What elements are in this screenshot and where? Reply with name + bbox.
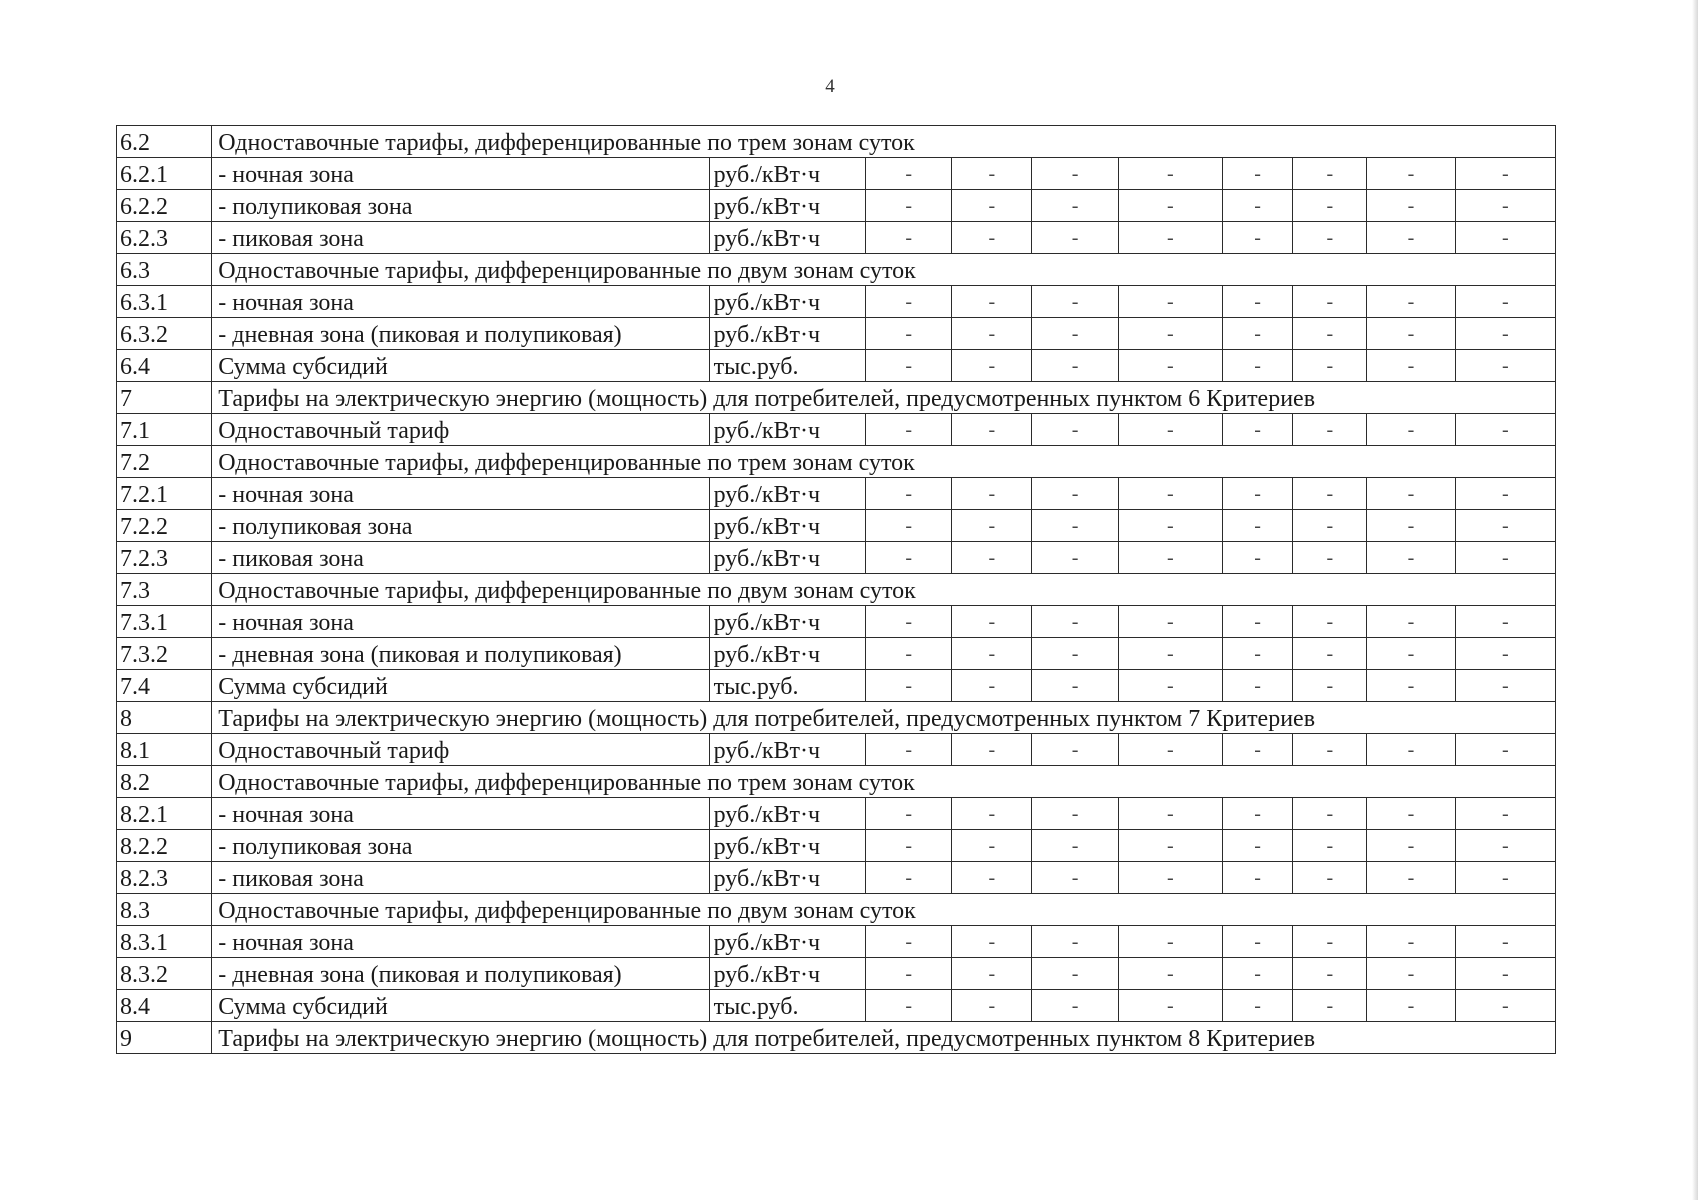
- value-cell: -: [1455, 414, 1555, 446]
- table-section-row: [117, 254, 1556, 286]
- value-cell: -: [1455, 862, 1555, 894]
- value-cell: -: [866, 638, 952, 670]
- indicator-name-cell: - пиковая зона: [212, 222, 709, 254]
- value-cell: -: [1118, 222, 1222, 254]
- table-row: [117, 830, 1556, 862]
- value-cell: -: [1118, 670, 1222, 702]
- value-cell: -: [1032, 510, 1118, 542]
- value-cell: -: [1293, 862, 1367, 894]
- value-cell: -: [1293, 286, 1367, 318]
- row-number-cell: 9: [117, 1022, 212, 1054]
- table-section-row: [117, 702, 1556, 734]
- value-cell: -: [952, 798, 1032, 830]
- value-cell: -: [1223, 830, 1293, 862]
- table-row: [117, 222, 1556, 254]
- value-cell: -: [1032, 670, 1118, 702]
- unit-cell: тыс.руб.: [709, 990, 865, 1022]
- value-cell: -: [1367, 222, 1455, 254]
- indicator-name-cell: - ночная зона: [212, 798, 709, 830]
- indicator-name-cell: Сумма субсидий: [212, 670, 709, 702]
- value-cell: -: [1223, 510, 1293, 542]
- unit-cell: руб./кВт·ч: [709, 542, 865, 574]
- table-row: [117, 350, 1556, 382]
- row-number-cell: 6.2.3: [117, 222, 212, 254]
- value-cell: -: [1455, 990, 1555, 1022]
- indicator-name-cell: Одноставочный тариф: [212, 414, 709, 446]
- indicator-name-cell: Сумма субсидий: [212, 990, 709, 1022]
- value-cell: -: [1118, 350, 1222, 382]
- table-row: [117, 990, 1556, 1022]
- value-cell: -: [1118, 478, 1222, 510]
- table-row: [117, 958, 1556, 990]
- unit-cell: руб./кВт·ч: [709, 862, 865, 894]
- value-cell: -: [1455, 542, 1555, 574]
- value-cell: -: [1293, 670, 1367, 702]
- row-number-cell: 7.2: [117, 446, 212, 478]
- indicator-name-cell: - ночная зона: [212, 158, 709, 190]
- value-cell: -: [952, 542, 1032, 574]
- row-number-cell: 6.2.2: [117, 190, 212, 222]
- indicator-name-cell: - ночная зона: [212, 286, 709, 318]
- value-cell: -: [1118, 158, 1222, 190]
- table-row: [117, 510, 1556, 542]
- value-cell: -: [1293, 798, 1367, 830]
- value-cell: -: [866, 414, 952, 446]
- value-cell: -: [866, 958, 952, 990]
- value-cell: -: [1118, 990, 1222, 1022]
- value-cell: -: [1367, 158, 1455, 190]
- table-row: [117, 638, 1556, 670]
- indicator-name-cell: Сумма субсидий: [212, 350, 709, 382]
- indicator-name-cell: - дневная зона (пиковая и полупиковая): [212, 958, 709, 990]
- row-number-cell: 7.2.3: [117, 542, 212, 574]
- table-section-row: [117, 1022, 1556, 1054]
- value-cell: -: [952, 958, 1032, 990]
- value-cell: -: [866, 542, 952, 574]
- table-row: [117, 286, 1556, 318]
- value-cell: -: [952, 638, 1032, 670]
- row-number-cell: 7.4: [117, 670, 212, 702]
- value-cell: -: [952, 222, 1032, 254]
- value-cell: -: [866, 510, 952, 542]
- value-cell: -: [1032, 798, 1118, 830]
- value-cell: -: [1293, 510, 1367, 542]
- table-row: [117, 158, 1556, 190]
- value-cell: -: [1032, 286, 1118, 318]
- row-number-cell: 8.2: [117, 766, 212, 798]
- value-cell: -: [1455, 638, 1555, 670]
- page-number: 4: [825, 76, 835, 97]
- value-cell: -: [866, 190, 952, 222]
- unit-cell: руб./кВт·ч: [709, 926, 865, 958]
- value-cell: -: [1223, 222, 1293, 254]
- value-cell: -: [866, 670, 952, 702]
- row-number-cell: 8.2.2: [117, 830, 212, 862]
- value-cell: -: [1455, 670, 1555, 702]
- indicator-name-cell: - пиковая зона: [212, 542, 709, 574]
- unit-cell: руб./кВт·ч: [709, 478, 865, 510]
- unit-cell: руб./кВт·ч: [709, 158, 865, 190]
- value-cell: -: [1293, 606, 1367, 638]
- value-cell: -: [1367, 926, 1455, 958]
- section-title-cell: Одноставочные тарифы, дифференцированные по трем зонам суток: [212, 766, 1556, 798]
- table-row: [117, 414, 1556, 446]
- value-cell: -: [866, 926, 952, 958]
- value-cell: -: [1223, 990, 1293, 1022]
- value-cell: -: [1293, 318, 1367, 350]
- value-cell: -: [1455, 606, 1555, 638]
- value-cell: -: [1367, 670, 1455, 702]
- unit-cell: руб./кВт·ч: [709, 958, 865, 990]
- value-cell: -: [1223, 638, 1293, 670]
- value-cell: -: [952, 350, 1032, 382]
- value-cell: -: [1293, 638, 1367, 670]
- value-cell: -: [1293, 542, 1367, 574]
- value-cell: -: [1223, 318, 1293, 350]
- value-cell: -: [1032, 638, 1118, 670]
- value-cell: -: [952, 478, 1032, 510]
- row-number-cell: 8.3.2: [117, 958, 212, 990]
- value-cell: -: [1223, 190, 1293, 222]
- value-cell: -: [1293, 958, 1367, 990]
- section-title-cell: Одноставочные тарифы, дифференцированные по двум зонам суток: [212, 894, 1556, 926]
- value-cell: -: [1032, 606, 1118, 638]
- value-cell: -: [1367, 350, 1455, 382]
- row-number-cell: 6.3.1: [117, 286, 212, 318]
- unit-cell: руб./кВт·ч: [709, 638, 865, 670]
- value-cell: -: [1455, 286, 1555, 318]
- value-cell: -: [1455, 190, 1555, 222]
- indicator-name-cell: - дневная зона (пиковая и полупиковая): [212, 318, 709, 350]
- row-number-cell: 8.2.3: [117, 862, 212, 894]
- value-cell: -: [866, 158, 952, 190]
- value-cell: -: [1032, 350, 1118, 382]
- row-number-cell: 6.3: [117, 254, 212, 286]
- unit-cell: руб./кВт·ч: [709, 798, 865, 830]
- table-section-row: [117, 382, 1556, 414]
- row-number-cell: 7.2.2: [117, 510, 212, 542]
- value-cell: -: [1367, 606, 1455, 638]
- value-cell: -: [1118, 926, 1222, 958]
- unit-cell: руб./кВт·ч: [709, 222, 865, 254]
- unit-cell: руб./кВт·ч: [709, 510, 865, 542]
- value-cell: -: [952, 830, 1032, 862]
- value-cell: -: [952, 670, 1032, 702]
- value-cell: -: [1367, 734, 1455, 766]
- table-row: [117, 606, 1556, 638]
- table-row: [117, 318, 1556, 350]
- table-row: [117, 542, 1556, 574]
- value-cell: -: [1367, 958, 1455, 990]
- table-section-row: [117, 766, 1556, 798]
- row-number-cell: 8.4: [117, 990, 212, 1022]
- value-cell: -: [1032, 190, 1118, 222]
- row-number-cell: 7.3.1: [117, 606, 212, 638]
- section-title-cell: Одноставочные тарифы, дифференцированные по трем зонам суток: [212, 126, 1556, 158]
- value-cell: -: [1367, 862, 1455, 894]
- table-row: [117, 734, 1556, 766]
- value-cell: -: [1367, 990, 1455, 1022]
- value-cell: -: [1223, 542, 1293, 574]
- value-cell: -: [1223, 926, 1293, 958]
- table-row: [117, 670, 1556, 702]
- value-cell: -: [1118, 190, 1222, 222]
- value-cell: -: [1118, 798, 1222, 830]
- value-cell: -: [1367, 510, 1455, 542]
- tariff-table: [116, 125, 1556, 1054]
- value-cell: -: [866, 862, 952, 894]
- value-cell: -: [1032, 318, 1118, 350]
- value-cell: -: [1455, 926, 1555, 958]
- value-cell: -: [1455, 222, 1555, 254]
- value-cell: -: [1455, 158, 1555, 190]
- value-cell: -: [1032, 990, 1118, 1022]
- value-cell: -: [866, 318, 952, 350]
- value-cell: -: [952, 190, 1032, 222]
- value-cell: -: [1118, 606, 1222, 638]
- value-cell: -: [1032, 158, 1118, 190]
- indicator-name-cell: - пиковая зона: [212, 862, 709, 894]
- row-number-cell: 6.2.1: [117, 158, 212, 190]
- table-row: [117, 862, 1556, 894]
- unit-cell: руб./кВт·ч: [709, 286, 865, 318]
- value-cell: -: [866, 830, 952, 862]
- section-title-cell: Одноставочные тарифы, дифференцированные по трем зонам суток: [212, 446, 1556, 478]
- value-cell: -: [1367, 798, 1455, 830]
- value-cell: -: [1223, 798, 1293, 830]
- value-cell: -: [1032, 414, 1118, 446]
- indicator-name-cell: Одноставочный тариф: [212, 734, 709, 766]
- value-cell: -: [1455, 318, 1555, 350]
- value-cell: -: [1032, 478, 1118, 510]
- table-section-row: [117, 894, 1556, 926]
- table-section-row: [117, 574, 1556, 606]
- value-cell: -: [1455, 478, 1555, 510]
- value-cell: -: [1455, 798, 1555, 830]
- value-cell: -: [1293, 926, 1367, 958]
- value-cell: -: [1223, 862, 1293, 894]
- row-number-cell: 8: [117, 702, 212, 734]
- indicator-name-cell: - полупиковая зона: [212, 510, 709, 542]
- table-section-row: [117, 126, 1556, 158]
- table-section-row: [117, 446, 1556, 478]
- unit-cell: руб./кВт·ч: [709, 318, 865, 350]
- section-title-cell: Тарифы на электрическую энергию (мощность) для потребителей, предусмотренных пунктом 6 Критериев: [212, 382, 1556, 414]
- value-cell: -: [1455, 734, 1555, 766]
- indicator-name-cell: - дневная зона (пиковая и полупиковая): [212, 638, 709, 670]
- section-title-cell: Одноставочные тарифы, дифференцированные по двум зонам суток: [212, 574, 1556, 606]
- value-cell: -: [1118, 958, 1222, 990]
- row-number-cell: 6.3.2: [117, 318, 212, 350]
- value-cell: -: [1455, 830, 1555, 862]
- value-cell: -: [1118, 638, 1222, 670]
- row-number-cell: 8.2.1: [117, 798, 212, 830]
- value-cell: -: [1032, 542, 1118, 574]
- value-cell: -: [952, 318, 1032, 350]
- value-cell: -: [866, 222, 952, 254]
- section-title-cell: Тарифы на электрическую энергию (мощность) для потребителей, предусмотренных пунктом 7 Критериев: [212, 702, 1556, 734]
- value-cell: -: [952, 286, 1032, 318]
- value-cell: -: [1118, 510, 1222, 542]
- row-number-cell: 7: [117, 382, 212, 414]
- value-cell: -: [1367, 478, 1455, 510]
- row-number-cell: 6.2: [117, 126, 212, 158]
- value-cell: -: [1032, 958, 1118, 990]
- value-cell: -: [952, 158, 1032, 190]
- section-title-cell: Тарифы на электрическую энергию (мощность) для потребителей, предусмотренных пунктом 8 Критериев: [212, 1022, 1556, 1054]
- value-cell: -: [952, 414, 1032, 446]
- value-cell: -: [1032, 926, 1118, 958]
- value-cell: -: [1118, 286, 1222, 318]
- value-cell: -: [1032, 830, 1118, 862]
- value-cell: -: [1293, 222, 1367, 254]
- value-cell: -: [952, 926, 1032, 958]
- table-body: [117, 126, 1556, 1054]
- value-cell: -: [866, 798, 952, 830]
- table-row: [117, 478, 1556, 510]
- value-cell: -: [1223, 158, 1293, 190]
- value-cell: -: [1367, 414, 1455, 446]
- section-title-cell: Одноставочные тарифы, дифференцированные по двум зонам суток: [212, 254, 1556, 286]
- unit-cell: руб./кВт·ч: [709, 734, 865, 766]
- value-cell: -: [1223, 414, 1293, 446]
- value-cell: -: [1118, 862, 1222, 894]
- value-cell: -: [1293, 478, 1367, 510]
- value-cell: -: [1367, 830, 1455, 862]
- unit-cell: руб./кВт·ч: [709, 414, 865, 446]
- indicator-name-cell: - полупиковая зона: [212, 190, 709, 222]
- value-cell: -: [1293, 414, 1367, 446]
- value-cell: -: [1118, 830, 1222, 862]
- unit-cell: руб./кВт·ч: [709, 606, 865, 638]
- row-number-cell: 8.1: [117, 734, 212, 766]
- unit-cell: тыс.руб.: [709, 350, 865, 382]
- row-number-cell: 6.4: [117, 350, 212, 382]
- value-cell: -: [1223, 286, 1293, 318]
- value-cell: -: [866, 286, 952, 318]
- value-cell: -: [1032, 862, 1118, 894]
- value-cell: -: [1118, 542, 1222, 574]
- table-row: [117, 798, 1556, 830]
- unit-cell: руб./кВт·ч: [709, 830, 865, 862]
- value-cell: -: [1293, 190, 1367, 222]
- value-cell: -: [1223, 350, 1293, 382]
- value-cell: -: [1367, 542, 1455, 574]
- row-number-cell: 7.1: [117, 414, 212, 446]
- value-cell: -: [952, 862, 1032, 894]
- value-cell: -: [1118, 318, 1222, 350]
- value-cell: -: [952, 510, 1032, 542]
- value-cell: -: [1293, 350, 1367, 382]
- value-cell: -: [1455, 510, 1555, 542]
- scan-edge-shadow: [1692, 0, 1698, 1200]
- row-number-cell: 8.3: [117, 894, 212, 926]
- value-cell: -: [1293, 158, 1367, 190]
- value-cell: -: [1223, 478, 1293, 510]
- indicator-name-cell: - ночная зона: [212, 606, 709, 638]
- row-number-cell: 7.3.2: [117, 638, 212, 670]
- value-cell: -: [1223, 670, 1293, 702]
- value-cell: -: [952, 990, 1032, 1022]
- value-cell: -: [1367, 638, 1455, 670]
- value-cell: -: [952, 606, 1032, 638]
- row-number-cell: 7.2.1: [117, 478, 212, 510]
- value-cell: -: [1293, 990, 1367, 1022]
- value-cell: -: [1367, 318, 1455, 350]
- indicator-name-cell: - ночная зона: [212, 926, 709, 958]
- value-cell: -: [1223, 734, 1293, 766]
- value-cell: -: [1367, 286, 1455, 318]
- value-cell: -: [866, 478, 952, 510]
- indicator-name-cell: - полупиковая зона: [212, 830, 709, 862]
- value-cell: -: [866, 350, 952, 382]
- value-cell: -: [1032, 222, 1118, 254]
- value-cell: -: [952, 734, 1032, 766]
- row-number-cell: 7.3: [117, 574, 212, 606]
- value-cell: -: [1293, 734, 1367, 766]
- value-cell: -: [1118, 414, 1222, 446]
- value-cell: -: [866, 606, 952, 638]
- table-row: [117, 190, 1556, 222]
- value-cell: -: [866, 990, 952, 1022]
- value-cell: -: [1455, 350, 1555, 382]
- value-cell: -: [1293, 830, 1367, 862]
- value-cell: -: [1455, 958, 1555, 990]
- unit-cell: руб./кВт·ч: [709, 190, 865, 222]
- row-number-cell: 8.3.1: [117, 926, 212, 958]
- value-cell: -: [1223, 958, 1293, 990]
- value-cell: -: [1367, 190, 1455, 222]
- value-cell: -: [1223, 606, 1293, 638]
- value-cell: -: [1032, 734, 1118, 766]
- unit-cell: тыс.руб.: [709, 670, 865, 702]
- table-row: [117, 926, 1556, 958]
- indicator-name-cell: - ночная зона: [212, 478, 709, 510]
- value-cell: -: [866, 734, 952, 766]
- value-cell: -: [1118, 734, 1222, 766]
